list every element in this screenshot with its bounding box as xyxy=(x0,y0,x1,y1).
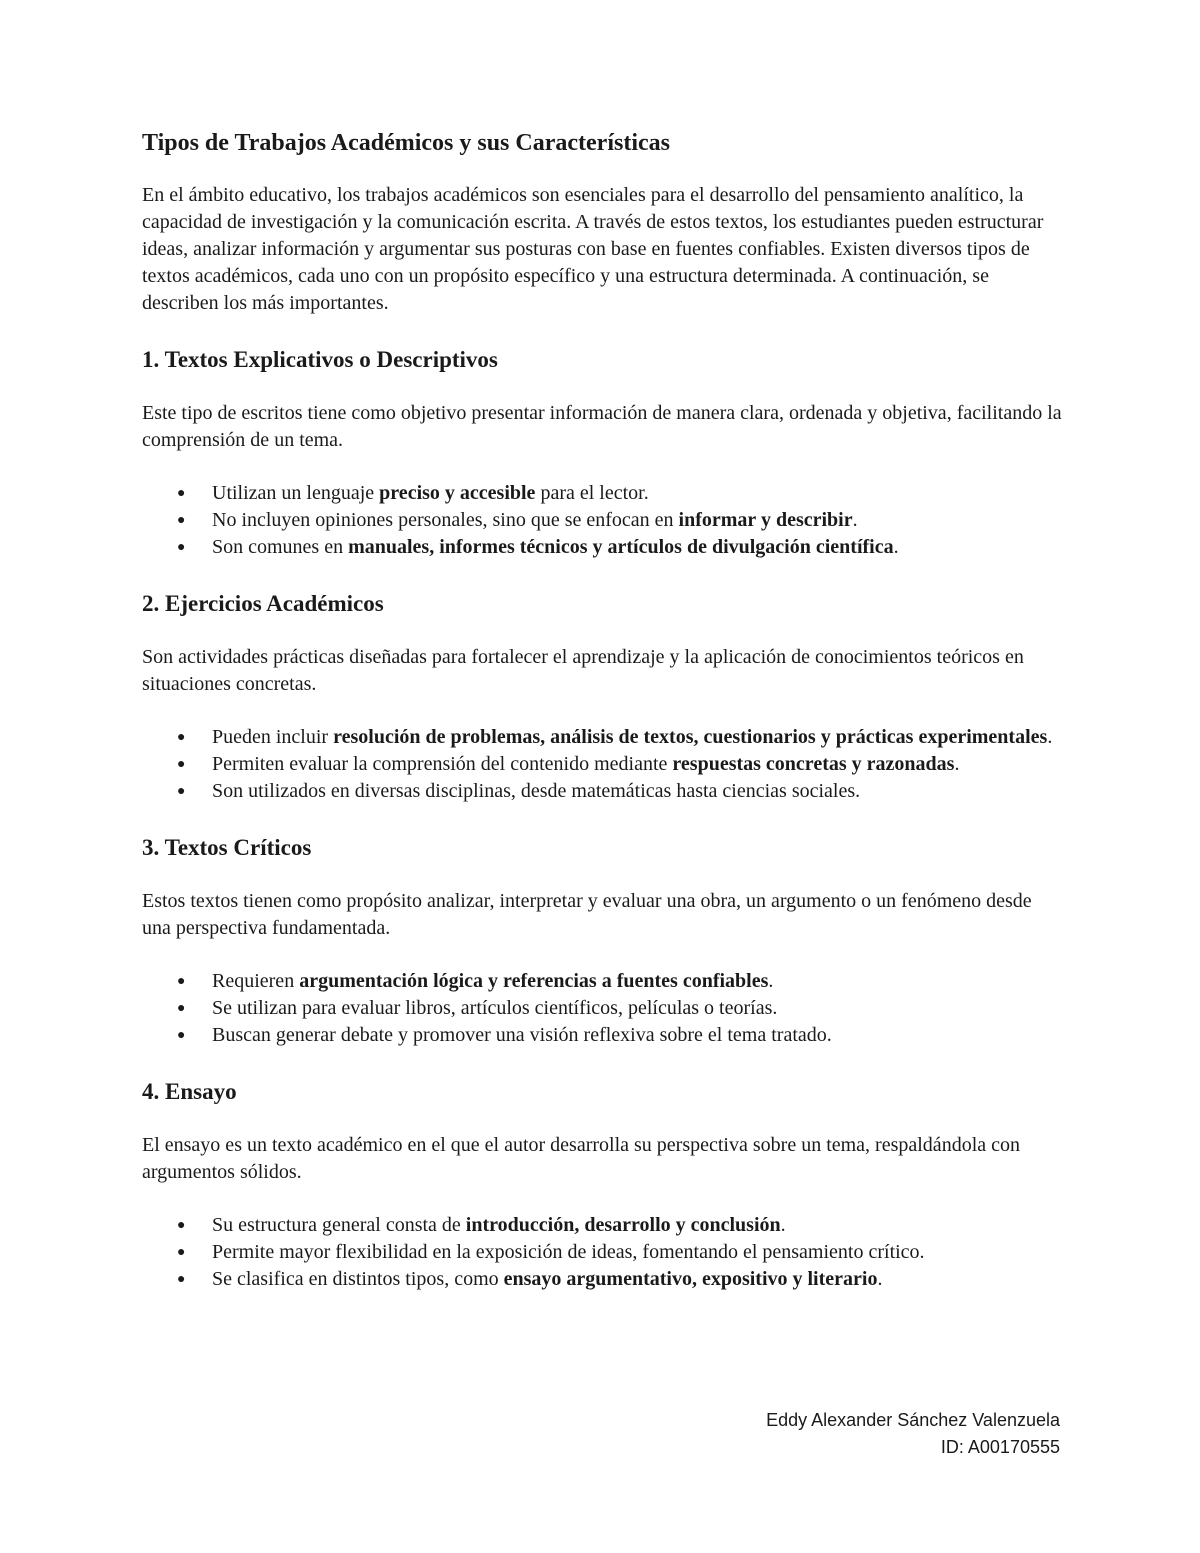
document-title: Tipos de Trabajos Académicos y sus Características xyxy=(142,130,670,156)
section-1-title: 1. Textos Explicativos o Descriptivos xyxy=(142,347,498,372)
list-item: ● Requieren argumentación lógica y referencias a fuentes confiables. xyxy=(212,968,1062,995)
section-2-title: 2. Ejercicios Académicos xyxy=(142,591,384,616)
list-item: ● Son utilizados en diversas disciplinas, desde matemáticas hasta ciencias sociales. xyxy=(212,778,1062,805)
intro-paragraph: En el ámbito educativo, los trabajos académicos son esenciales para el desarrollo del pensamiento analítico, la capacidad de investigación y la comunicación escrita. A través de estos textos, los estudiantes pueden estructurar ideas, analizar información y argumentar sus posturas con base en fuentes confiables. Existen diversos tipos de textos académicos, cada uno con un propósito específico y una estructura determinada. A continuación, se describen los más importantes. xyxy=(142,184,1044,314)
section-4-paragraph: El ensayo es un texto académico en el que el autor desarrolla su perspectiva sobre un tema, respaldándola con argumentos sólidos. xyxy=(142,1134,1020,1183)
list-item: ● Se utilizan para evaluar libros, artículos científicos, películas o teorías. xyxy=(212,995,1062,1022)
list-item: ● Se clasifica en distintos tipos, como ensayo argumentativo, expositivo y literario. xyxy=(212,1266,1062,1293)
section-4-title: 4. Ensayo xyxy=(142,1079,237,1104)
bullet-icon: ● xyxy=(177,513,186,528)
bullet-icon: ● xyxy=(177,1272,186,1287)
list-item: ● Son comunes en manuales, informes técnicos y artículos de divulgación científica. xyxy=(212,534,1062,561)
bullet-icon: ● xyxy=(177,974,186,989)
list-item: ● Permite mayor flexibilidad en la exposición de ideas, fomentando el pensamiento crítico. xyxy=(212,1239,1062,1266)
list-item: ● Pueden incluir resolución de problemas, análisis de textos, cuestionarios y prácticas experimentales. xyxy=(212,724,1062,751)
list-item: ● Permiten evaluar la comprensión del contenido mediante respuestas concretas y razonadas. xyxy=(212,751,1062,778)
bullet-icon: ● xyxy=(177,1028,186,1043)
list-item: ● Buscan generar debate y promover una visión reflexiva sobre el tema tratado. xyxy=(212,1022,1062,1049)
list-item: ● Su estructura general consta de introducción, desarrollo y conclusión. xyxy=(212,1212,1062,1239)
section-3-list xyxy=(142,968,1062,1049)
section-3-title: 3. Textos Críticos xyxy=(142,835,312,860)
bullet-icon: ● xyxy=(177,784,186,799)
list-item: ● No incluyen opiniones personales, sino que se enfocan en informar y describir. xyxy=(212,507,1062,534)
bullet-icon: ● xyxy=(177,1001,186,1016)
section-4-list xyxy=(142,1212,1062,1293)
bullet-icon: ● xyxy=(177,486,186,501)
section-3-paragraph: Estos textos tienen como propósito analizar, interpretar y evaluar una obra, un argumento o un fenómeno desde una perspectiva fundamentada. xyxy=(142,890,1032,939)
bullet-icon: ● xyxy=(177,1218,186,1233)
section-1-list xyxy=(142,480,1062,561)
student-id: ID: A00170555 xyxy=(940,1437,1060,1457)
signature-block xyxy=(766,1407,1060,1461)
section-1-paragraph: Este tipo de escritos tiene como objetivo presentar información de manera clara, ordenada y objetiva, facilitando la comprensión de un tema. xyxy=(142,402,1062,451)
section-2-paragraph: Son actividades prácticas diseñadas para fortalecer el aprendizaje y la aplicación de conocimientos teóricos en situaciones concretas. xyxy=(142,646,1024,695)
bullet-icon: ● xyxy=(177,540,186,555)
author-name: Eddy Alexander Sánchez Valenzuela xyxy=(766,1410,1060,1430)
bullet-icon: ● xyxy=(177,1245,186,1260)
list-item: ● Utilizan un lenguaje preciso y accesible para el lector. xyxy=(212,480,1062,507)
bullet-icon: ● xyxy=(177,757,186,772)
section-2-list xyxy=(142,724,1062,805)
document-body xyxy=(142,120,1062,1293)
bullet-icon: ● xyxy=(177,730,186,745)
